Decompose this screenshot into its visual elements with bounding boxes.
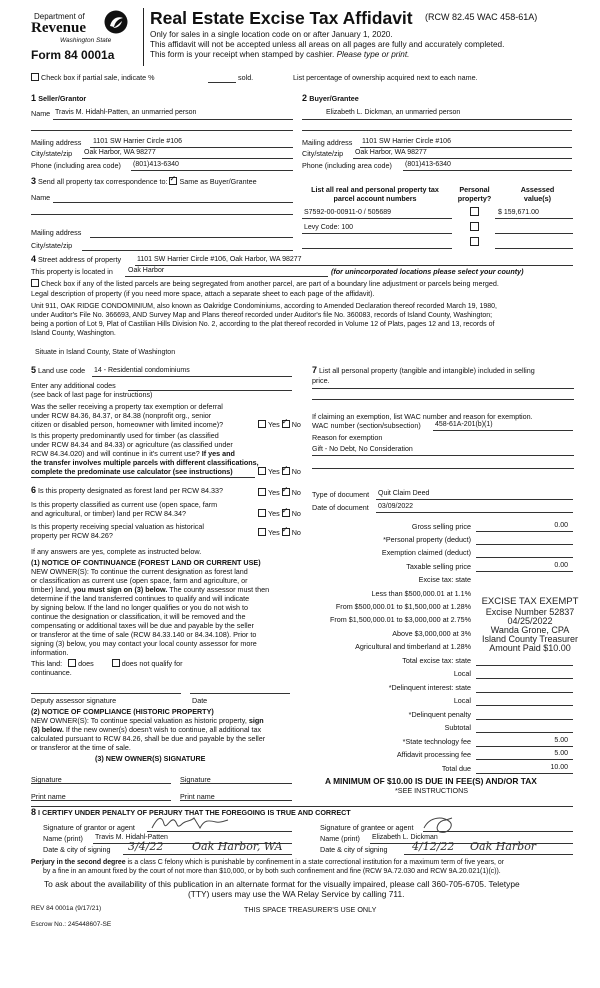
addl-codes-label: Enter any additional codes: [31, 381, 116, 390]
doc-date-label: Date of document: [312, 503, 369, 512]
partial-sold-label: sold.: [238, 73, 254, 82]
this-land-row: This land: does does not qualify for: [31, 659, 183, 668]
grantee-sig-label: Signature of grantee or agent: [320, 823, 414, 832]
street-value[interactable]: 1101 SW Harrier Circle #106, Oak Harbor, WA 98277: [137, 256, 302, 263]
q2-yes-checkbox[interactable]: [258, 467, 266, 475]
current-use-line2: and agricultural, or timber) land per RCW 84.34?: [31, 509, 187, 518]
forest-question: 6 Is this property designated as forest land per RCW 84.33?: [31, 485, 223, 495]
form-citation: (RCW 82.45 WAC 458-61A): [425, 12, 538, 22]
seller-mail-label: Mailing address: [31, 138, 82, 147]
doc-date-value[interactable]: 03/09/2022: [378, 503, 414, 510]
grantor-name-label: Name (print): [43, 834, 83, 843]
taxable-label: Taxable selling price: [406, 562, 471, 571]
perjury-line-1: Perjury in the second degree is a class C felony which is punishable by confinement in a state correctional institution for a maximum term of five years, or: [31, 859, 504, 866]
section3-mail-label: Mailing address: [31, 228, 82, 237]
minimum-due-note: A MINIMUM OF $10.00 IS DUE IN FEE(S) AND/OR TAX: [325, 776, 537, 786]
current-use-no-checkbox[interactable]: [282, 509, 290, 517]
q1-no-checkbox[interactable]: [282, 420, 290, 428]
continuance-label: continuance.: [31, 668, 72, 677]
wac-value[interactable]: 458-61A-201(b)(1): [435, 421, 493, 428]
legal-line-1: Unit 911, OAK RIDGE CONDOMINIUM, also known as Oakridge Condominiums, according to Amended Declaration thereof recorded March 19, 1980,: [31, 303, 497, 310]
parcel-col-header: List all real and personal property tax parcel account numbers: [311, 185, 439, 203]
q2-line5: complete the predominate use calculator (see instructions): [31, 467, 233, 476]
gross-value[interactable]: 0.00: [554, 522, 568, 529]
notice-compliance-head: (2) NOTICE OF COMPLIANCE (HISTORIC PROPERTY): [31, 707, 214, 716]
current-use-line1: Is this property classified as current use (open space, farm: [31, 500, 218, 509]
seller-phone-value[interactable]: (801)413-6340: [133, 161, 179, 168]
header-note-2: This affidavit will not be accepted unless all areas on all pages are fully and accurately completed.: [150, 40, 505, 49]
n1-line10: information.: [31, 648, 69, 657]
n1-line5: by signing below. If the land no longer qualifies or you do not wish to: [31, 603, 248, 612]
q1-line1: Was the seller receiving a property tax exemption or deferral: [31, 402, 223, 411]
access-line-1: To ask about the availability of this publication in an alternate format for the visually impaired, please call 360-705-6705. Teletype: [44, 879, 520, 889]
header-divider: [143, 8, 144, 66]
assessed-value[interactable]: $ 159,671.00: [498, 209, 539, 216]
deputy-sig-label: Deputy assessor signature: [31, 696, 117, 705]
wac-label: WAC number (section/subsection): [312, 421, 421, 430]
levy-code[interactable]: Levy Code: 100: [304, 224, 354, 231]
affidavit-fee-label: Affidavit processing fee: [396, 750, 471, 759]
q1-yes-checkbox[interactable]: [258, 420, 266, 428]
n2-line4: or transferor at the time of sale.: [31, 743, 131, 752]
grantor-sig-label: Signature of grantor or agent: [43, 823, 135, 832]
historic-yes-checkbox[interactable]: [258, 528, 266, 536]
personal-col-header: Personal property?: [457, 185, 492, 203]
buyer-phone-label: Phone (including area code): [302, 161, 392, 170]
personal-prop-label: 7 List all personal property (tangible and intangible) included in selling: [312, 365, 535, 375]
seller-heading: 1 Seller/Grantor: [31, 93, 87, 103]
does-checkbox[interactable]: [68, 659, 76, 667]
land-use-value[interactable]: 14 - Residential condominiums: [94, 367, 190, 374]
n1-line9: signing (3) below, you may contact your local county assessor for more: [31, 639, 257, 648]
q1-yes-no: Yes ✓ No: [258, 420, 301, 429]
n1-line7: compensating or additional taxes will be due and payable by the seller: [31, 621, 254, 630]
n1-line2: or classification as current use (open space, farm and agriculture, or: [31, 576, 248, 585]
segregation-checkbox[interactable]: [31, 279, 39, 287]
n1-line4: determine if the land transferred continues to qualify and will indicate: [31, 594, 250, 603]
perjury-line-2: by a fine in an amount fixed by the court of not more than $10,000, or by both such confinement and fine (RCW 9A.72.030 and RCW 9A.20.021(1)(c)).: [43, 868, 501, 875]
n2-line1: NEW OWNER(S): To continue special valuation as historic property, sign: [31, 716, 264, 725]
total-excise-state-label: Total excise tax: state: [402, 656, 471, 665]
grantee-name-value[interactable]: Elizabeth L. Dickman: [372, 834, 438, 841]
certify-statement: 8 I CERTIFY UNDER PENALTY OF PERJURY THAT THE FOREGOING IS TRUE AND CORRECT: [31, 807, 351, 817]
assessed-col-header: Assessed value(s): [520, 185, 555, 203]
excise-state-label: Excise tax: state: [418, 575, 471, 584]
total-due-label: Total due: [441, 764, 471, 773]
legal-line-2: under Auditor's File No. 366693, AND Survey Map and Plans thereof recorded under Auditor's file No. 360083, records of Island County, Washington;: [31, 312, 493, 319]
seller-city-label: City/state/zip: [31, 149, 73, 158]
doc-type-label: Type of document: [312, 490, 370, 499]
n2-line2: (3) below. If the new owner(s) doesn't wish to continue, all additional tax: [31, 725, 262, 734]
exemption-label: If claiming an exemption, list WAC number and reason for exemption.: [312, 412, 533, 421]
partial-percent-field[interactable]: [208, 82, 236, 83]
current-use-yes-no: Yes ✓ No: [258, 509, 301, 518]
forest-yes-checkbox[interactable]: [258, 488, 266, 496]
personal-deduct-label: *Personal property (deduct): [383, 535, 471, 544]
personal-checkbox-3[interactable]: [470, 237, 479, 246]
q2-line4: the transfer involves multiple parcels with different classifications,: [31, 458, 259, 467]
n1-line8: or transferor at the time of sale (RCW 84.33.140 or 84.34.108). Prior to: [31, 630, 257, 639]
n2-line3: calculated pursuant to RCW 84.26, shall be due and payable by the seller: [31, 734, 266, 743]
historic-line1: Is this property receiving special valuation as historical: [31, 522, 204, 531]
grantor-signature: [150, 812, 230, 834]
dept-line3: Washington State: [60, 37, 112, 44]
buyer-heading: 2 Buyer/Grantee: [302, 93, 359, 103]
q2-line3: RCW 84.34.020) and will continue in it's current use? If yes and: [31, 449, 235, 458]
q1-line3: citizen or disabled person, homeowner with limited income)?: [31, 420, 224, 429]
does-not-checkbox[interactable]: [112, 659, 120, 667]
partial-sale-row: Check box if partial sale, indicate %: [31, 73, 154, 82]
dept-line2: Revenue: [31, 20, 86, 36]
total-due-value[interactable]: 10.00: [550, 764, 568, 771]
reason-label: Reason for exemption: [312, 433, 383, 442]
stamp-line-6: Amount Paid $10.00: [489, 643, 571, 653]
owner-print-label-2: Print name: [180, 792, 215, 801]
buyer-name-value[interactable]: Elizabeth L. Dickman, an unmarried person: [326, 109, 461, 116]
grantee-city-value[interactable]: Oak Harbor: [470, 840, 537, 853]
exemption-deduct-label: Exemption claimed (deduct): [381, 548, 471, 557]
dept-line1: Department of: [34, 12, 85, 21]
n1-line6: continue the designation or classification, it will be removed and the: [31, 612, 246, 621]
header-note-1: Only for sales in a single location code on or after January 1, 2020.: [150, 30, 393, 39]
form-title: Real Estate Excise Tax Affidavit: [150, 8, 413, 28]
rate-4-label: Above $3,000,000 at 3%: [392, 629, 471, 638]
addl-codes-sub: (see back of last page for instructions): [31, 390, 153, 399]
owner-sig-label-1: Signature: [31, 775, 62, 784]
grantor-date-value[interactable]: 3/4/22: [128, 840, 164, 853]
reason-value[interactable]: Gift - No Debt, No Consideration: [312, 446, 413, 453]
stamp-line-1: EXCISE TAX EXEMPT: [481, 596, 579, 607]
section3-city-label: City/state/zip: [31, 241, 73, 250]
legal-label: Legal description of property (if you need more space, attach a separate sheet to each page of the affidavit).: [31, 289, 375, 298]
legal-line-5: Situate in Island County, State of Washington: [35, 349, 176, 356]
partial-sale-checkbox[interactable]: [31, 73, 39, 81]
affidavit-fee-value[interactable]: 5.00: [554, 750, 568, 757]
grantee-date-city-label: Date & city of signing: [320, 845, 388, 854]
notice-continuance-head: (1) NOTICE OF CONTINUANCE (FOREST LAND OR CURRENT USE): [31, 558, 261, 567]
stamp-line-2: Excise Number 52837: [485, 607, 575, 617]
grantor-name-value[interactable]: Travis M. Hidahl-Patten: [95, 834, 168, 841]
n1-line3: timber) land, you must sign on (3) below. The county assessor must then: [31, 585, 270, 594]
tech-fee-label: *State technology fee: [402, 737, 471, 746]
personal-checkbox-2[interactable]: [470, 222, 479, 231]
buyer-city-label: City/state/zip: [302, 149, 344, 158]
grantor-date-city-label: Date & city of signing: [43, 845, 111, 854]
stamp-line-3: 04/25/2022: [507, 616, 553, 626]
seller-phone-label: Phone (including area code): [31, 161, 121, 170]
forest-yes-no: Yes ✓ No: [258, 488, 301, 497]
rate-2-label: From $500,000.01 to $1,500,000 at 1.28%: [335, 602, 471, 611]
deputy-date-label: Date: [192, 696, 208, 705]
tech-fee-value[interactable]: 5.00: [554, 737, 568, 744]
delinq-penalty-label: *Delinquent penalty: [408, 710, 471, 719]
section3-label: 3 Send all property tax correspondence to: ✓ Same as Buyer/Grantee: [31, 177, 257, 186]
access-line-2: (TTY) users may use the WA Relay Service by calling 711.: [188, 889, 405, 899]
seller-mail-value[interactable]: 1101 SW Harrier Circle #106: [93, 138, 182, 145]
located-label: This property is located in: [31, 267, 113, 276]
taxable-value[interactable]: 0.00: [554, 562, 568, 569]
legal-line-4: Island County, Washington.: [31, 330, 116, 337]
seller-name-value[interactable]: Travis M. Hidahl-Patten, an unmarried person: [55, 109, 197, 116]
current-use-yes-checkbox[interactable]: [258, 509, 266, 517]
q2-line1: Is this property predominantly used for timber (as classified: [31, 431, 219, 440]
buyer-city-value[interactable]: Oak Harbor, WA 98277: [355, 149, 427, 156]
seller-name-label: Name: [31, 109, 51, 118]
q2-line2: under RCW 84.34 and 84.33) or agriculture (as classified under: [31, 440, 233, 449]
gross-label: Gross selling price: [411, 522, 471, 531]
q2-yes-no: Yes ✓ No: [258, 467, 301, 476]
buyer-mail-label: Mailing address: [302, 138, 353, 147]
historic-line2: property per RCW 84.26?: [31, 531, 113, 540]
stamp-line-4: Wanda Grone, CPA: [490, 625, 570, 635]
new-owner-sig-head: (3) NEW OWNER(S) SIGNATURE: [95, 754, 206, 763]
grantee-date-value[interactable]: 4/12/22: [412, 840, 455, 853]
q2-no-checkbox[interactable]: [282, 467, 290, 475]
form-number: Form 84 0001a: [31, 48, 115, 62]
unincorporated-note: (for unincorporated locations please select your county): [331, 267, 524, 276]
escrow-number: Escrow No.: 245448607-SE: [31, 921, 112, 928]
personal-checkbox-1[interactable]: [470, 207, 479, 216]
rate-3-label: From $1,500,000.01 to $3,000,000 at 2.75%: [329, 615, 471, 624]
grantee-signature: [420, 814, 470, 836]
land-use-label: 5 Land use code: [31, 365, 86, 375]
n1-line1: NEW OWNER(S): To continue the current designation as forest land: [31, 567, 248, 576]
header-note-3: This form is your receipt when stamped by cashier. Please type or print.: [150, 50, 410, 59]
rate-5-label: Agricultural and timberland at 1.28%: [355, 642, 471, 651]
buyer-mail-value[interactable]: 1101 SW Harrier Circle #106: [362, 138, 451, 145]
delinq-interest-label: *Delinquent interest: state: [388, 683, 471, 692]
local-2-label: Local: [453, 696, 471, 705]
historic-yes-no: Yes ✓ No: [258, 528, 301, 537]
subtotal-label: Subtotal: [444, 723, 471, 732]
rate-1-label: Less than $500,000.01 at 1.1%: [371, 589, 471, 598]
if-yes-note: If any answers are yes, complete as instructed below.: [31, 547, 202, 556]
legal-line-3: being a portion of Lot 9, Plat of Castilian Hills Division No. 2, according to the plat thereof recorded in Volume 12 of Plats, pages 12 and 13, records of: [31, 321, 495, 328]
owner-sig-label-2: Signature: [180, 775, 211, 784]
owner-print-label-1: Print name: [31, 792, 66, 801]
local-label: Local: [453, 669, 471, 678]
ownership-note: List percentage of ownership acquired next to each name.: [293, 73, 478, 82]
treasurer-use-label: THIS SPACE TREASURER'S USE ONLY: [244, 905, 377, 914]
q1-line2: under RCW 84.36, 84.37, or 84.38 (nonprofit org., senior: [31, 411, 212, 420]
grantee-name-label: Name (print): [320, 834, 360, 843]
stamp-line-5: Island County Treasurer: [481, 634, 579, 644]
segregation-row: Check box if any of the listed parcels are being segregated from another parcel, are part of a boundary line adjustment or parcels being merged.: [31, 279, 499, 288]
buyer-phone-value[interactable]: (801)413-6340: [405, 161, 451, 168]
revision-label: REV 84 0001a (9/17/21): [31, 905, 102, 912]
see-instructions: *SEE INSTRUCTIONS: [395, 786, 469, 795]
grantor-city-value[interactable]: Oak Harbor, WA: [192, 840, 283, 853]
same-as-buyer-checkbox[interactable]: [169, 177, 177, 185]
historic-no-checkbox[interactable]: [282, 528, 290, 536]
seller-city-value[interactable]: Oak Harbor, WA 98277: [84, 149, 156, 156]
doc-type-value[interactable]: Quit Claim Deed: [378, 490, 430, 497]
located-value[interactable]: Oak Harbor: [128, 267, 165, 274]
personal-prop-label2: price.: [312, 376, 330, 385]
parcel-number[interactable]: S7592-00-00911-0 / 505689: [304, 209, 392, 216]
street-label: 4 Street address of property: [31, 254, 122, 264]
swirl-logo-icon: [103, 9, 129, 35]
forest-no-checkbox[interactable]: [282, 488, 290, 496]
section3-name-label: Name: [31, 193, 51, 202]
